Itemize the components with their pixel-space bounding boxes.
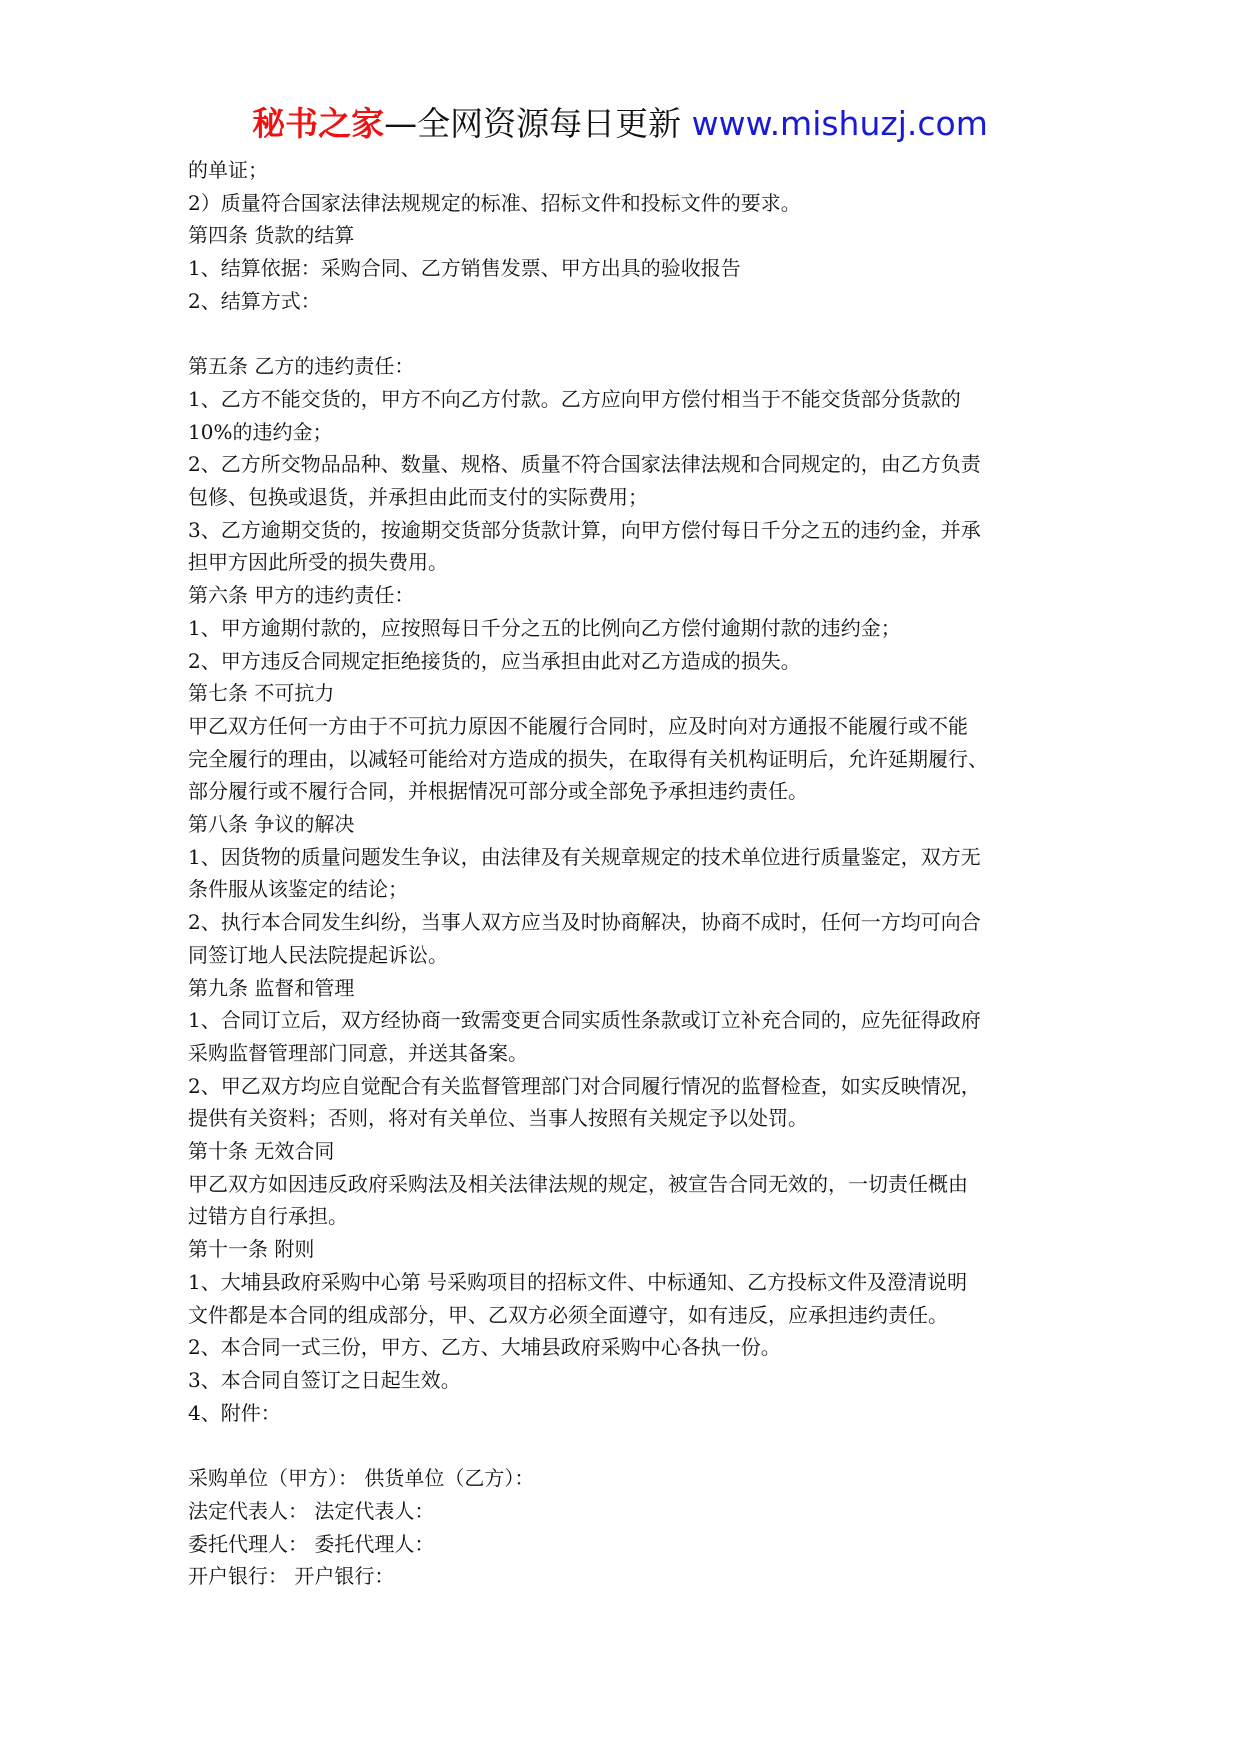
document-line: 第十一条 附则 [188,1237,315,1262]
document-line: 第九条 监督和管理 [188,975,355,1000]
document-line: 1、大埔县政府采购中心第 号采购项目的招标文件、中标通知、乙方投标文件及澄清说明 [188,1269,968,1294]
document-line: 委托代理人： 委托代理人： [188,1531,435,1556]
document-line: 甲乙双方任何一方由于不可抗力原因不能履行合同时，应及时向对方通报不能履行或不能 [188,713,968,738]
document-body [188,154,1068,1593]
document-line: 3、乙方逾期交货的，按逾期交货部分货款计算，向甲方偿付每日千分之五的违约金，并承 [188,517,981,542]
document-line: 2、乙方所交物品品种、数量、规格、质量不符合国家法律法规和合同规定的，由乙方负责 [188,452,981,477]
document-line: 第八条 争议的解决 [188,812,355,837]
header-brand: 秘书之家 [252,104,385,143]
document-line: 的单证； [188,158,268,182]
document-line: 10%的违约金； [188,419,333,444]
document-line: 提供有关资料；否则，将对有关单位、当事人按照有关规定予以处罚。 [188,1106,808,1131]
document-line: 2、本合同一式三份，甲方、乙方、大埔县政府采购中心各执一份。 [188,1335,781,1360]
document-line: 1、因货物的质量问题发生争议，由法律及有关规章规定的技术单位进行质量鉴定，双方无 [188,844,981,869]
blank-line [188,318,1068,351]
document-line: 文件都是本合同的组成部分，甲、乙双方必须全面遵守，如有违反，应承担违约责任。 [188,1302,948,1327]
blank-line [188,1429,1068,1462]
document-line: 第六条 甲方的违约责任： [188,583,415,608]
document-line: 完全履行的理由，以减轻可能给对方造成的损失，在取得有关机构证明后，允许延期履行、 [188,746,988,771]
document-line: 法定代表人： 法定代表人： [188,1498,435,1523]
document-line: 甲乙双方如因违反政府采购法及相关法律法规的规定，被宣告合同无效的，一切责任概由 [188,1171,968,1196]
document-line: 采购单位（甲方）： 供货单位（乙方）： [188,1466,535,1491]
document-line: 采购监督管理部门同意，并送其备案。 [188,1040,528,1065]
document-line: 同签订地人民法院提起诉讼。 [188,942,448,967]
document-line: 条件服从该鉴定的结论； [188,877,408,902]
document-line: 4、附件： [188,1400,281,1425]
document-line: 第四条 货款的结算 [188,223,355,248]
document-line: 第七条 不可抗力 [188,681,335,706]
document-line: 1、甲方逾期付款的，应按照每日千分之五的比例向乙方偿付逾期付款的违约金； [188,615,901,640]
document-line: 3、本合同自签订之日起生效。 [188,1368,461,1392]
document-line: 过错方自行承担。 [188,1204,348,1229]
document-line: 第十条 无效合同 [188,1139,335,1164]
document-line: 2、结算方式： [188,288,321,313]
document-line: 开户银行： 开户银行： [188,1564,395,1589]
document-line: 2、甲乙双方均应自觉配合有关监督管理部门对合同履行情况的监督检查，如实反映情况， [188,1073,981,1098]
document-line: 1、合同订立后，双方经协商一致需变更合同实质性条款或订立补充合同的，应先征得政府 [188,1008,981,1033]
header-slogan: —全网资源每日更新 [384,104,692,143]
document-line: 2、执行本合同发生纠纷，当事人双方应当及时协商解决，协商不成时，任何一方均可向合 [188,910,981,935]
site-header [0,100,1240,148]
document-line: 第五条 乙方的违约责任： [188,354,415,379]
document-line: 担甲方因此所受的损失费用。 [188,550,448,575]
document-line: 1、结算依据：采购合同、乙方销售发票、甲方出具的验收报告 [188,256,741,281]
document-line: 2）质量符合国家法律法规规定的标准、招标文件和投标文件的要求。 [188,190,801,215]
document-line: 包修、包换或退货，并承担由此而支付的实际费用； [188,485,648,510]
document-line: 部分履行或不履行合同，并根据情况可部分或全部免予承担违约责任。 [188,779,808,804]
document-line: 2、甲方违反合同规定拒绝接货的，应当承担由此对乙方造成的损失。 [188,648,801,673]
header-url[interactable]: www.mishuzj.com [691,104,988,143]
document-line: 1、乙方不能交货的，甲方不向乙方付款。乙方应向甲方偿付相当于不能交货部分货款的 [188,386,961,411]
